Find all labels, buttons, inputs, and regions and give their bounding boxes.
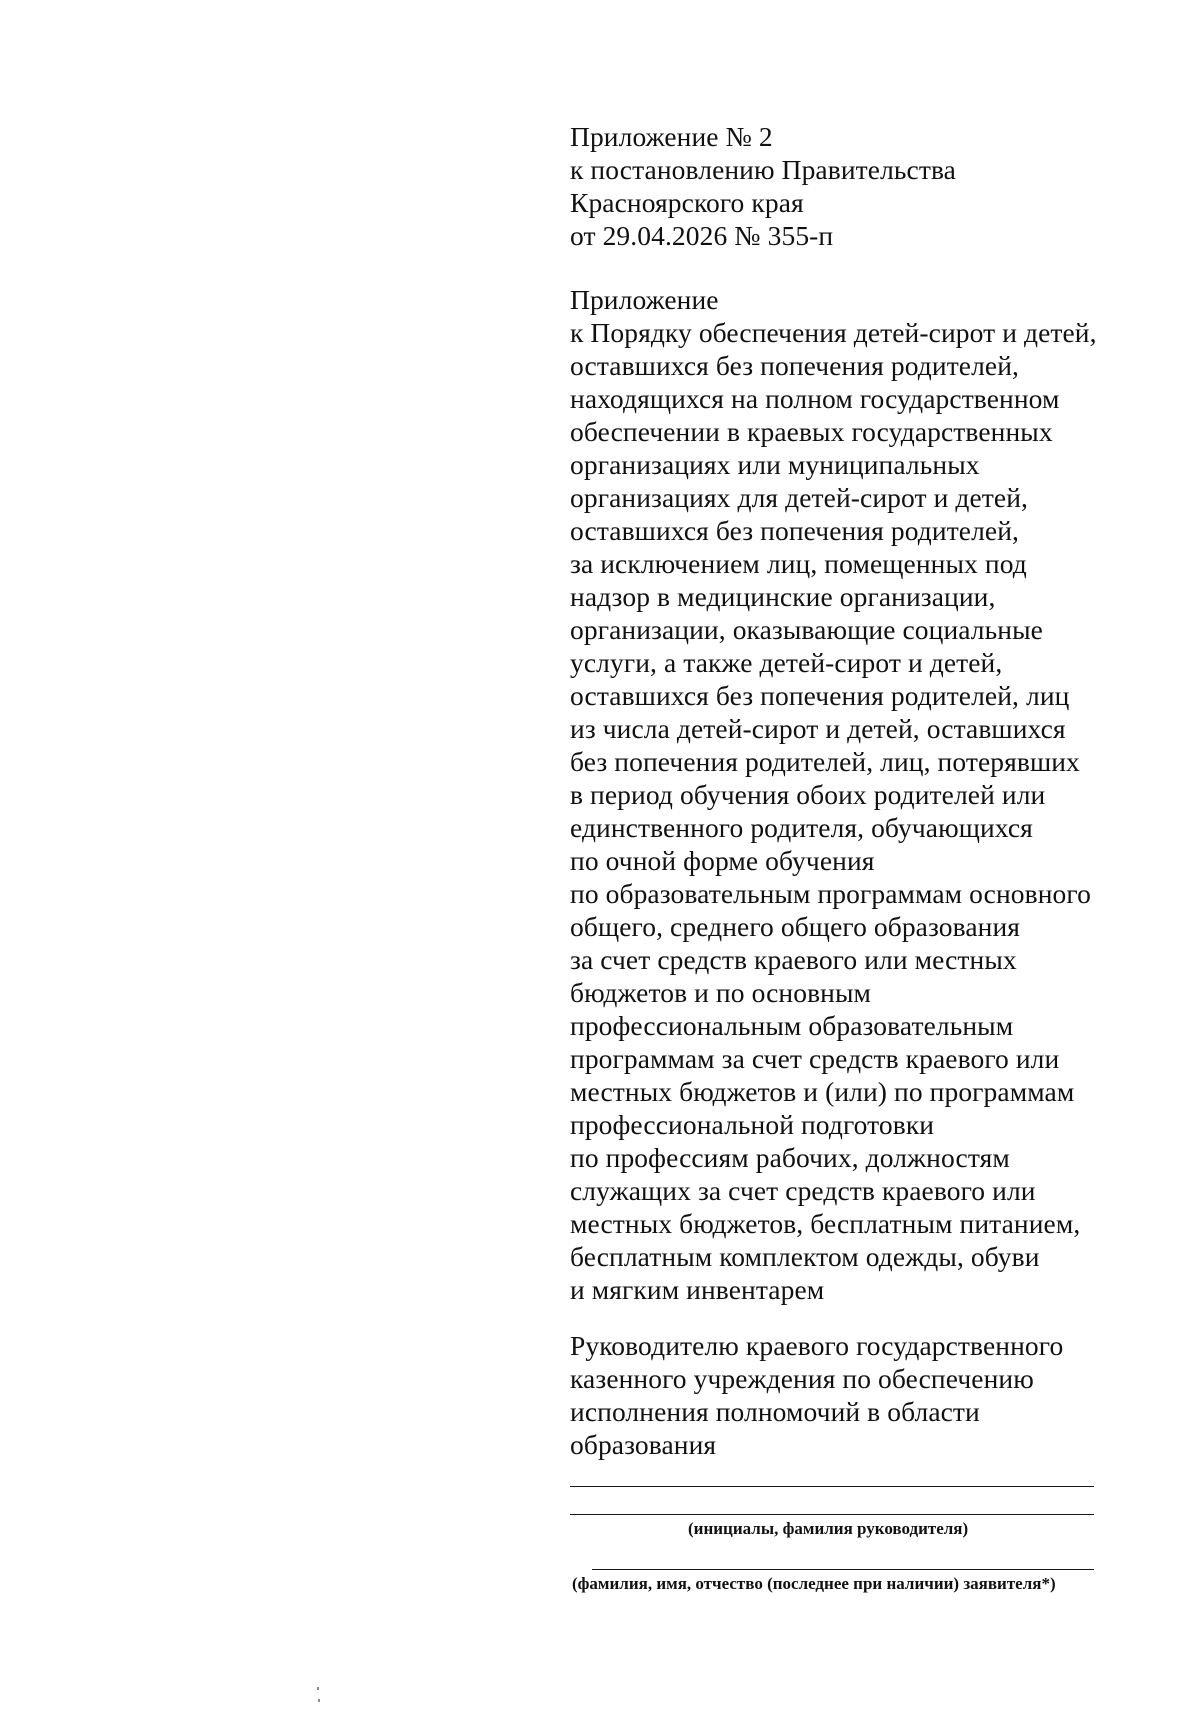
head-name-blank-line xyxy=(570,1486,1094,1487)
annex-line: за счет средств краевого или местных xyxy=(570,944,1017,975)
annex-line: в период обучения обоих родителей или xyxy=(570,779,1046,810)
annex-line: к Порядку обеспечения детей-сирот и детей, xyxy=(570,317,1097,348)
approval-reference-block xyxy=(570,120,1130,252)
head-name-caption: (инициалы, фамилия руководителя) xyxy=(688,1519,969,1538)
annex-line: бесплатным комплектом одежды, обуви xyxy=(570,1241,1040,1272)
annex-line: организации, оказывающие социальные xyxy=(570,614,1043,645)
approval-line: Красноярского края xyxy=(570,187,804,218)
annex-line: услуги, а также детей-сирот и детей, xyxy=(570,647,1003,678)
approval-line: Приложение № 2 xyxy=(570,121,773,152)
annex-line: надзор в медицинские организации, xyxy=(570,581,996,612)
annex-line: общего, среднего общего образования xyxy=(570,911,1021,942)
addressee-line: Руководителю краевого государственного xyxy=(570,1330,1064,1361)
annex-line: оставшихся без попечения родителей, лиц xyxy=(570,680,1070,711)
annex-line: обеспечении в краевых государственных xyxy=(570,416,1053,447)
annex-reference-block xyxy=(570,283,1130,1306)
annex-line: оставшихся без попечения родителей, xyxy=(570,350,1020,381)
annex-line: единственного родителя, обучающихся xyxy=(570,812,1033,843)
annex-line: местных бюджетов и (или) по программам xyxy=(570,1076,1075,1107)
annex-line: по очной форме обучения xyxy=(570,845,875,876)
addressee-line: образования xyxy=(570,1429,717,1460)
annex-line: программам за счет средств краевого или xyxy=(570,1043,1060,1074)
annex-line: за исключением лиц, помещенных под xyxy=(570,548,1027,579)
addressee-line: казенного учреждения по обеспечению xyxy=(570,1363,1034,1394)
annex-line: без попечения родителей, лиц, потерявших xyxy=(570,746,1080,777)
annex-line: организациях или муниципальных xyxy=(570,449,980,480)
annex-line: профессиональной подготовки xyxy=(570,1109,935,1140)
addressee-block xyxy=(570,1329,1130,1461)
head-name-blank-line xyxy=(570,1514,1094,1515)
annex-line: местных бюджетов, бесплатным питанием, xyxy=(570,1208,1081,1239)
annex-line: по профессиям рабочих, должностям xyxy=(570,1142,1010,1173)
annex-line: служащих за счет средств краевого или xyxy=(570,1175,1036,1206)
annex-line: находящихся на полном государственном xyxy=(570,383,1060,414)
annex-line: Приложение xyxy=(570,284,719,315)
annex-line: организациях для детей-сирот и детей, xyxy=(570,482,1028,513)
annex-line: из числа детей-сирот и детей, оставшихся xyxy=(570,713,1066,744)
annex-line: и мягким инвентарем xyxy=(570,1274,825,1305)
annex-line: профессиональным образовательным xyxy=(570,1010,1014,1041)
annex-line: оставшихся без попечения родителей, xyxy=(570,515,1020,546)
approval-line: от 29.04.2026 № 355-п xyxy=(570,220,834,251)
annex-line: бюджетов и по основным xyxy=(570,977,872,1008)
approval-line: к постановлению Правительства xyxy=(570,154,956,185)
addressee-line: исполнения полномочий в области xyxy=(570,1396,980,1427)
annex-line: по образовательным программам основного xyxy=(570,878,1091,909)
applicant-name-caption: (фамилия, имя, отчество (последнее при наличии) заявителя*) xyxy=(572,1574,1056,1593)
scan-speck xyxy=(317,1687,319,1690)
applicant-name-blank-line xyxy=(592,1569,1094,1570)
scan-speck xyxy=(318,1699,320,1702)
